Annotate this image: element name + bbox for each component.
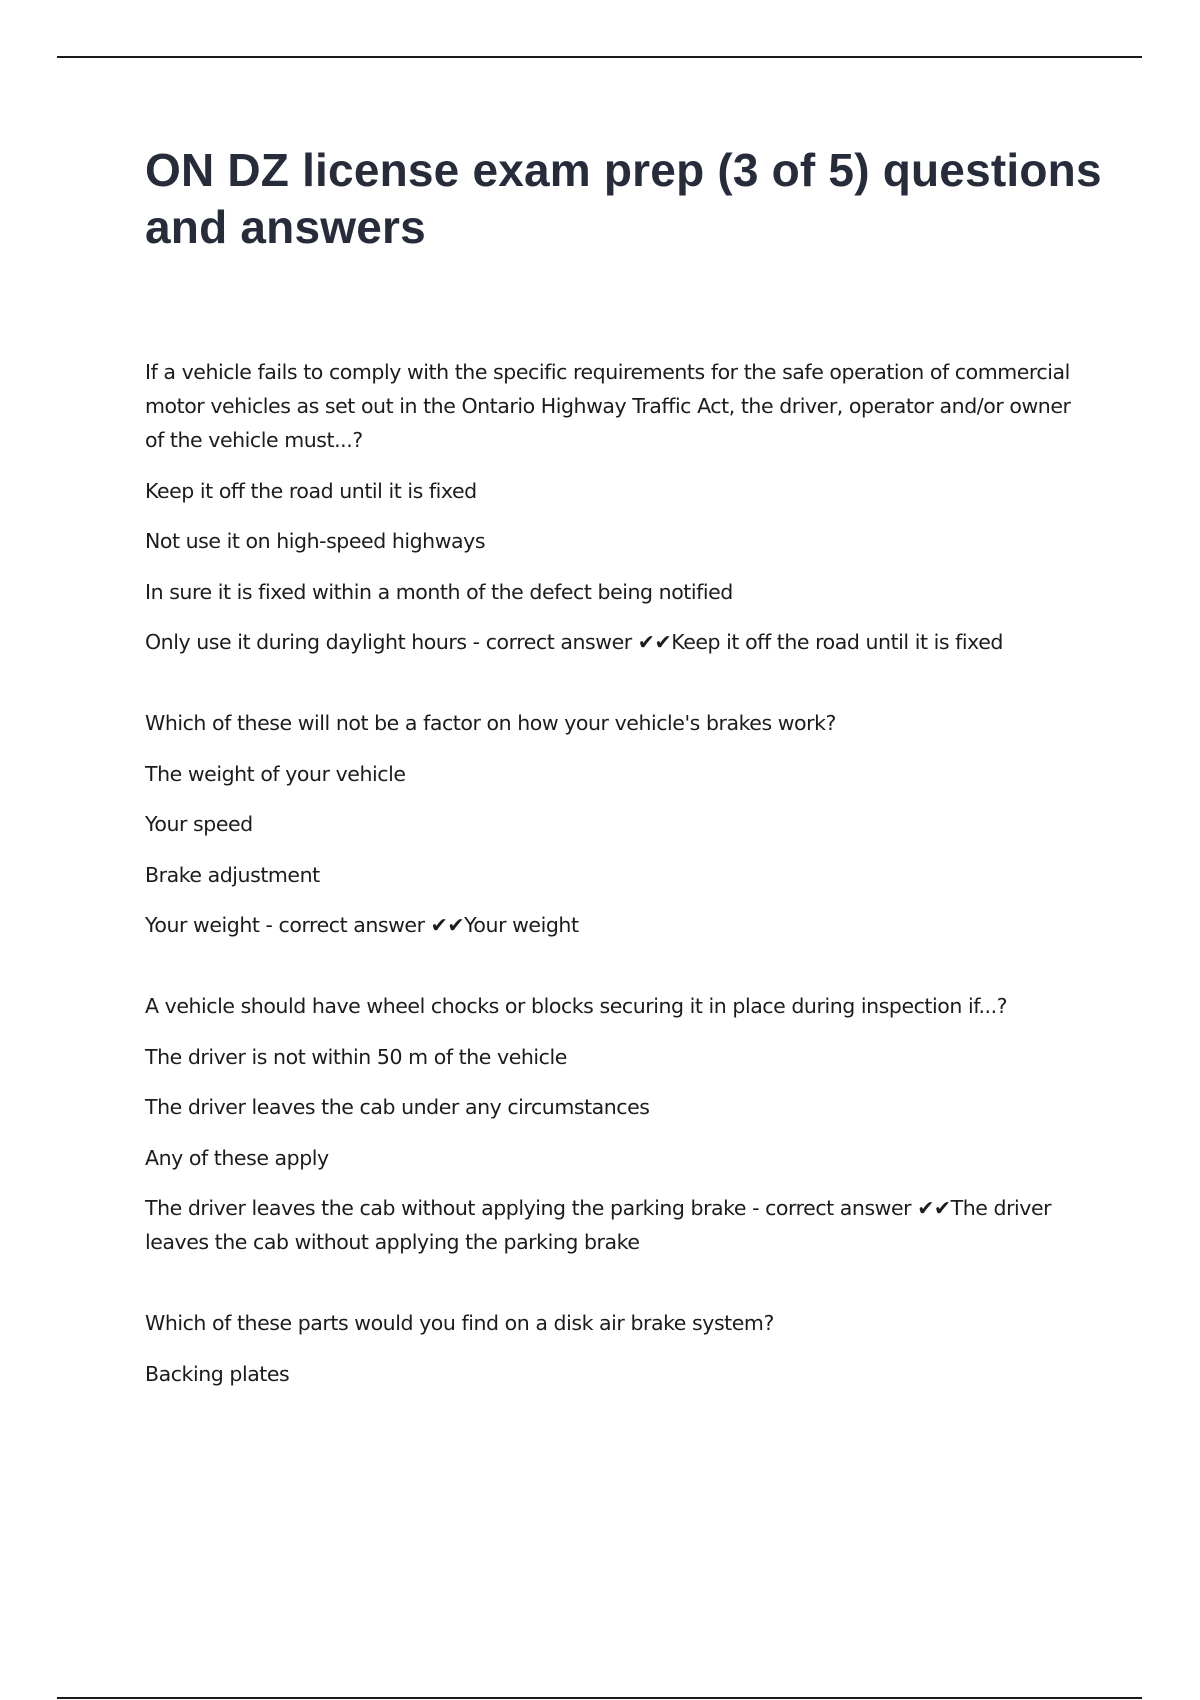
question-text: If a vehicle fails to comply with the specific requirements for the safe operation of commercial motor vehicles as set out in the Ontario Highway Traffic Act, the driver, operator and/or owner of the vehicle must...? xyxy=(145,360,1071,452)
answer-option-with-correct-answer: Only use it during daylight hours - correct answer ✔✔Keep it off the road until it is fixed xyxy=(145,630,1003,654)
header-divider xyxy=(57,56,1142,58)
answer-option: Backing plates xyxy=(145,1361,290,1386)
document-title: ON DZ license exam prep (3 of 5) questions and answers xyxy=(145,144,1102,253)
footer-divider xyxy=(57,1697,1142,1699)
question-block-3 xyxy=(145,989,1085,1259)
answer-option: The driver is not within 50 m of the vehicle xyxy=(145,1044,567,1069)
answer-option: Not use it on high-speed highways xyxy=(145,529,486,553)
question-block-4 xyxy=(145,1306,1085,1391)
answer-option: Keep it off the road until it is fixed xyxy=(145,478,477,503)
answer-option: Brake adjustment xyxy=(145,862,320,887)
answer-option: Any of these apply xyxy=(145,1145,329,1170)
answer-option: Your speed xyxy=(145,812,253,836)
question-text: Which of these will not be a factor on how your vehicle's brakes work? xyxy=(145,711,836,735)
questions-list xyxy=(145,355,1085,1438)
question-text: A vehicle should have wheel chocks or blocks securing it in place during inspection if...? xyxy=(145,994,1008,1018)
question-block-1 xyxy=(145,355,1085,659)
answer-option-with-correct-answer: Your weight - correct answer ✔✔Your weight xyxy=(145,913,579,937)
answer-option: The weight of your vehicle xyxy=(145,761,406,786)
question-block-2 xyxy=(145,706,1085,942)
answer-option: The driver leaves the cab under any circumstances xyxy=(145,1095,650,1119)
question-text: Which of these parts would you find on a disk air brake system? xyxy=(145,1311,774,1335)
answer-option-with-correct-answer: The driver leaves the cab without applying the parking brake - correct answer ✔✔The driver leaves the cab without applying the parking brake xyxy=(145,1196,1052,1254)
answer-option: In sure it is fixed within a month of the defect being notified xyxy=(145,579,733,604)
